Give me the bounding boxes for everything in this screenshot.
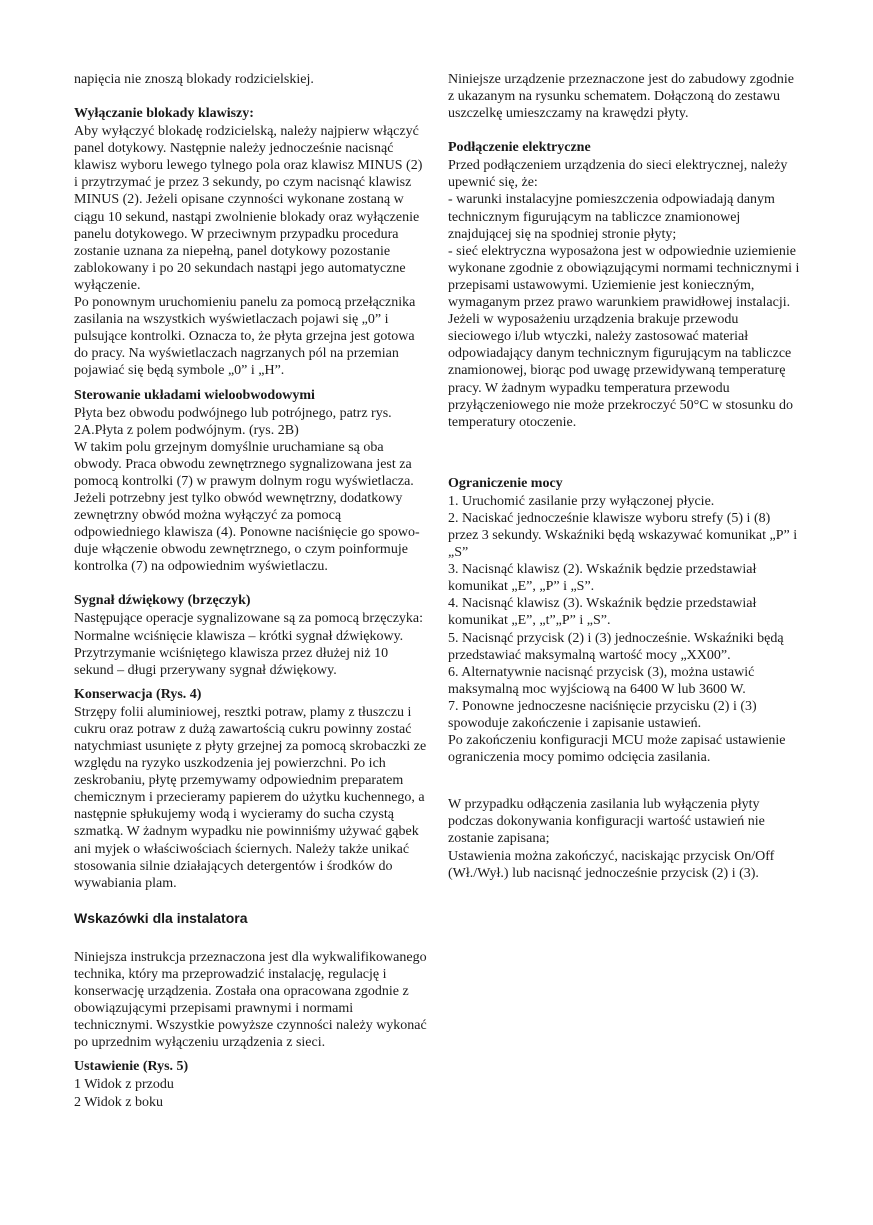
maintenance-section [74, 686, 429, 892]
section-title: Ustawienie (Rys. 5) [74, 1059, 189, 1075]
paragraph: Następujące operacje sygnalizowane są za pomocą brzęczyka: [74, 611, 424, 627]
paragraph: Przed podłączeniem urządzenia do sieci elektrycznej, należy upewnić się, że: [448, 158, 788, 191]
section-title: Sygnał dźwiękowy (brzęczyk) [74, 593, 251, 609]
installer-section [74, 909, 429, 1052]
left-column [74, 71, 429, 1111]
paragraph: Po ponownym uruchomieniu panelu za pomocą przełącznika zasilania na wszystkich wyświetlaczach pojawi się „0” i pulsujące kontrolki. Oznacza to, że płyta grzejna jest gotowa do pracy. Na wyświetlaczach nagrzanych pól na przemian pojawiać się będą symbole „0” i „H”. [74, 295, 416, 379]
list-item: 2. Naciskać jednocześnie klawisze wyboru strefy (5) i (8) przez 3 sekundy. Wskaźniki będą wskazywać komunikat „P” i „S” [448, 510, 798, 561]
list-item: 4. Nacisnąć klawisz (3). Wskaźnik będzie przedstawiał komunikat „E”, „t”„P” i „S”. [448, 596, 757, 629]
list-item: 3. Nacisnąć klawisz (2). Wskaźnik będzie przedstawiał komunikat „E”, „P” i „S”. [448, 562, 757, 595]
section-title: Konserwacja (Rys. 4) [74, 686, 202, 702]
paragraph: - warunki instalacyjne pomieszczenia odpowiadają danym technicznym figurującym na tabliczce znamionowej znajdującej się na spodniej stronie płyty; [448, 192, 775, 242]
keyboard-unlock-section [74, 105, 429, 379]
paragraph: - sieć elektryczna wyposażona jest w odpowiednie uziemienie wykonane zgodnie z obowiązującymi normami technicznymi i przepisami ustawowymi. Uziemienie jest konieczným, wymaganym przez prawo warunkiem prawidłowej instalacji. [448, 243, 800, 311]
paragraph: Niniejsza instrukcja przeznaczona jest dla wykwalifikowanego technika, który ma przeprowadzić instalację, regulację i konserwację urządzenia. Została ona opracowana zgodnie z obowiązującymi przepisami prawnymi i normami technicznymi. Wszystkie powyższe czynności należy wykonać [74, 949, 427, 1034]
list-item: 5. Nacisnąć przycisk (2) i (3) jednocześnie. Wskaźniki będą przedstawiać maksymalną wartość mocy „XX00”. [448, 630, 784, 663]
paragraph: Normalne wciśnięcie klawisza – krótki sygnał dźwiękowy. [74, 628, 404, 644]
paragraph: po uprzednim wyłączeniu urządzenia z sieci. [74, 1035, 326, 1051]
power-limit-section [448, 475, 803, 767]
right-intro: Niniejsze urządzenie przeznaczone jest do zabudowy zgodnie z ukazanym na rysunku schematem. Dołączoną do zestawu uszczelkę umieszczamy na krawędzi płyty. [448, 72, 794, 122]
paragraph: Płyta bez obwodu podwójnego lub potrójnego, patrz rys. 2A.Płyta z polem podwójnym. (rys. 2B) [74, 405, 392, 438]
paragraph: Po zakończeniu konfiguracji MCU może zapisać ustawienie ograniczenia mocy pomimo odcięcia zasilania. [448, 733, 786, 766]
paragraph: Jeżeli w wyposażeniu urządzenia brakuje przewodu sieciowego i/lub wtyczki, należy zastosować materiał odpowiadający danym technicznym figurującym na tabliczce znamionowej, biorąc pod uwagę przewidywaną temperaturę pracy. W żadnym wypadku temperatura przewodu przyłączeniowego nie może przekroczyć 50°C w stosunku do temperatury otoczenie. [448, 312, 793, 430]
list-item: 2 Widok z boku [74, 1094, 164, 1110]
list-item: 1. Uruchomić zasilanie przy wyłączonej płycie. [448, 493, 715, 509]
section-title: Podłączenie elektryczne [448, 140, 591, 156]
paragraph: Ustawienia można zakończyć, naciskając przycisk On/Off (Wł./Wył.) lub nacisnąć jednocześnie przycisk (2) i (3). [448, 848, 775, 881]
multi-circuit-section [74, 387, 429, 576]
note-section [448, 796, 803, 881]
list-item: 7. Ponowne jednoczesne naciśnięcie przycisku (2) i (3) spowoduje zakończenie i zapisanie ustawień. [448, 698, 757, 731]
paragraph: Strzępy folii aluminiowej, resztki potraw, plamy z tłuszczu i cukru oraz potraw z dużą zawartością cukru powinny zostać natychmiast usunięte z płyty grzejnej za pomocą skrobaczki ze względu na ryzyko uszkodzenia jej powierzchni. Po ich zeskrobaniu, płytę przemywamy odpowiednim preparatem chemicznym i przecieramy papierem do użytku kuchennego, a następnie spłukujemy wodą i wycieramy do sucha czystą szmatką. W żadnym wypadku nie powinniśmy używać gąbek ani myjek o właściwościach ściernych. Należy także unikać stosowania silnie działających detergentów i środków do wywabiania plam. [74, 704, 427, 891]
paragraph: W przypadku odłączenia zasilania lub wyłączenia płyty podczas dokonywania konfiguracji wartość ustawień nie zostanie zapisana; [448, 797, 765, 847]
list-item: 6. Alternatywnie nacisnąć przycisk (3), można ustawić maksymalną moc wyjściową na 6400 W lub 3600 W. [448, 664, 755, 697]
section-title: Wyłączanie blokady klawiszy: [74, 106, 254, 122]
right-column [448, 71, 803, 882]
section-title: Wskazówki dla instalatora [74, 909, 248, 926]
paragraph: Aby wyłączyć blokadę rodzicielską, należy najpierw włączyć panel dotykowy. Następnie należy jednocześnie nacisnąć klawisz wyboru lewego tylnego pola oraz klawisz MINUS (2) i przytrzymać je przez 3 sekundy, po czym nacisnąć klawisz MINUS (2). Jeżeli opisane czynności wykonane zostaną w ciągu 10 sekund, nastąpi zwolnienie blokady oraz wyłączenie panelu dotykowego. W przeciwnym przypadku procedura zostanie uznana za niepełną, panel dotykowy pozostanie zablokowany i po 20 sekundach nastąpi jego automatyczne wyłączenie. [74, 124, 423, 293]
electrical-section [448, 139, 803, 431]
section-title: Sterowanie układami wieloobwodowymi [74, 387, 315, 403]
section-title: Ograniczenie mocy [448, 475, 563, 491]
buzzer-section [74, 592, 429, 678]
paragraph: W takim polu grzejnym domyślnie uruchamiane są oba obwody. Praca obwodu zewnętrznego sygnalizowana jest za pomocą kontrolki (7) w prawym dolnym rogu wyświetlacza. Jeżeli potrzebny jest tylko obwód wewnętrzny, dodatkowy zewnętrzny obwód można wyłączyć za pomocą odpowiedniego klawisza (4). Ponowne naciśnięcie go spowo- duje włączenie obwodu zewnętrznego, o czym poinformuje kontrolka (7) na odpowiednim wyświetlaczu. [74, 439, 420, 575]
left-intro: napięcia nie znoszą blokady rodzicielskiej. [74, 72, 314, 87]
list-item: 1 Widok z przodu [74, 1077, 174, 1093]
setup-section [74, 1058, 429, 1110]
paragraph: Przytrzymanie wciśniętego klawisza przez dłużej niż 10 sekund – długi przerywany sygnał dźwiękowy. [74, 645, 389, 678]
